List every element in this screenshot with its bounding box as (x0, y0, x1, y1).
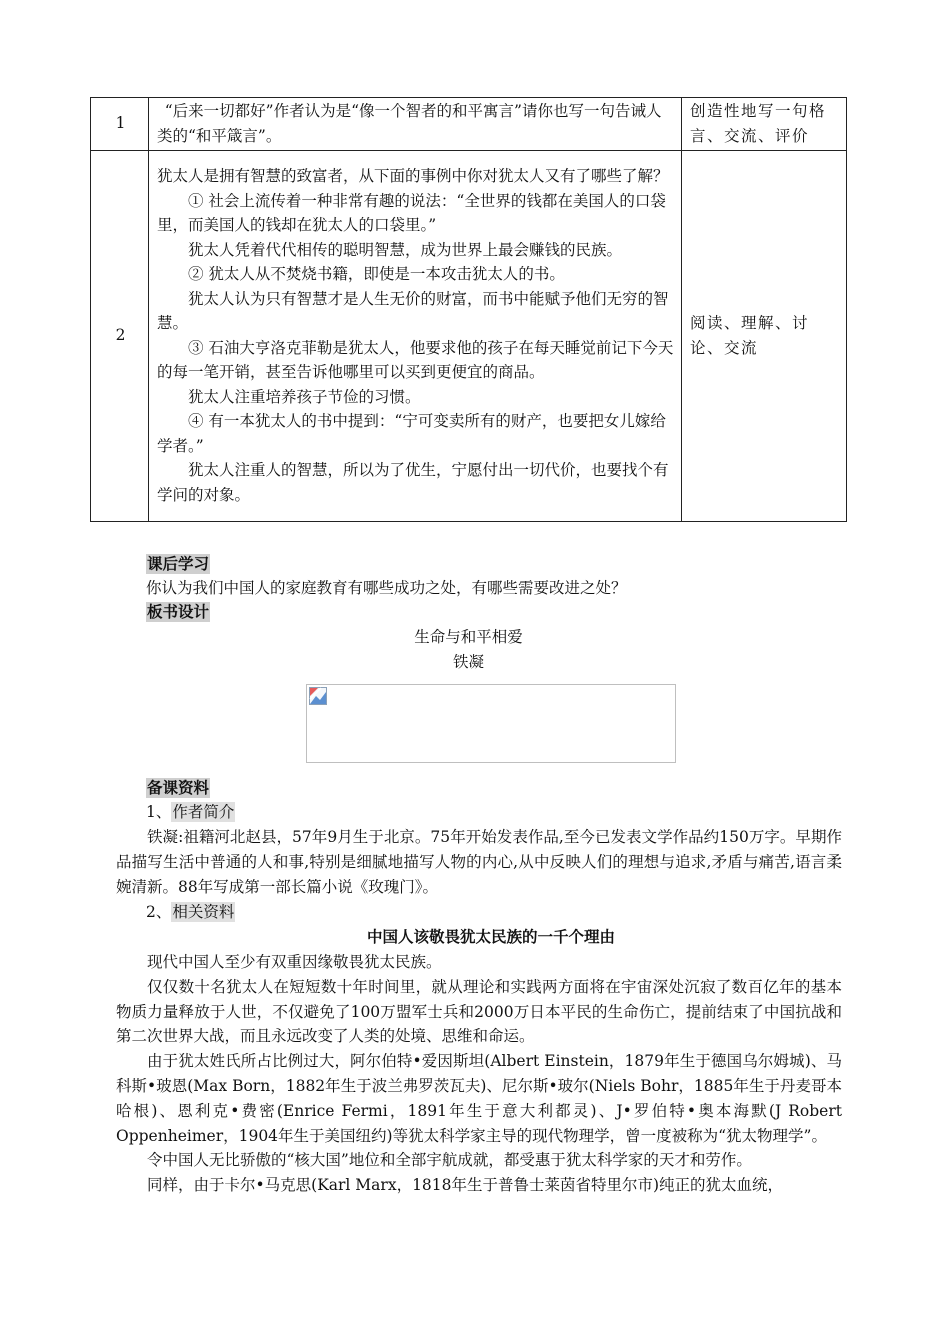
prep-heading (146, 776, 210, 801)
table-row (91, 98, 847, 151)
example-4: ④ 有一本犹太人的书中提到：“宁可变卖所有的财产，也要把女儿嫁给学者。” (157, 412, 666, 455)
method-cell: 阅读、理解、讨论、交流 (682, 151, 847, 522)
conclusion-4: 犹太人注重人的智慧，所以为了优生，宁愿付出一切代价，也要找个有学问的对象。 (157, 461, 669, 504)
example-1: ① 社会上流传着一种非常有趣的说法：“全世界的钱都在美国人的口袋里，而美国人的钱却在犹太人的口袋里。” (157, 191, 666, 234)
article-paragraph: 由于犹太姓氏所占比例过大，阿尔伯特•爱因斯坦(Albert Einstein，1879年生于德国乌尔姆城)、马科斯•玻恩(Max Born，1882年生于波兰弗罗茨瓦夫)、尼尔斯•玻尔(Niels Bohr，1885年生于丹麦哥本哈根)、恩利克•费密(Enrice Fermi，1891年生于意大利都灵)、J•罗伯特•奥本海默(J Robert Oppenheimer，1904年生于美国纽约)等犹太科学家主导的现代物理学，曾一度被称为“犹太物理学”。 (116, 1052, 842, 1145)
article-paragraph: 令中国人无比骄傲的“核大国”地位和全部宇航成就，都受惠于犹太科学家的天才和劳作。 (147, 1151, 752, 1170)
article-paragraph: 同样，由于卡尔•马克思(Karl Marx，1818年生于普鲁士莱茵省特里尔市)纯正的犹太血统， (147, 1176, 784, 1195)
board-label: 板书设计 (147, 602, 210, 621)
author-intro (116, 825, 842, 899)
conclusion-1: 犹太人凭着代代相传的聪明智慧，成为世界上最会赚钱的民族。 (188, 240, 623, 259)
section-1-heading (146, 800, 235, 825)
section-2-number: 2、 (146, 903, 172, 921)
after-class-label: 课后学习 (147, 554, 210, 573)
article-paragraph: 现代中国人至少有双重因缘敬畏犹太民族。 (147, 953, 442, 971)
task-cell (149, 151, 682, 522)
section-2-heading (146, 900, 235, 925)
task-cell (149, 98, 682, 151)
row-number: 2 (91, 151, 149, 522)
board-title: 生命与和平相爱 (414, 628, 523, 646)
section-1-number: 1、 (146, 803, 172, 821)
conclusion-3: 犹太人注重培养孩子节俭的习惯。 (188, 387, 421, 406)
example-3: ③ 石油大亨洛克菲勒是犹太人，他要求他的孩子在每天睡觉前记下今天的每一笔开销，甚至告诉他哪里可以买到更便宜的商品。 (157, 338, 674, 381)
after-class-question: 你认为我们中国人的家庭教育有哪些成功之处，有哪些需要改进之处？ (146, 579, 627, 597)
broken-image-icon (309, 687, 327, 705)
section-1-title: 作者简介 (172, 803, 235, 821)
row-number: 1 (91, 98, 149, 151)
table-row (91, 151, 847, 522)
conclusion-2: 犹太人认为只有智慧才是人生无价的财富，而书中能赋予他们无穷的智慧。 (157, 289, 669, 332)
article-body (116, 950, 842, 1198)
method-cell: 创造性地写一句格言、交流、评价 (682, 98, 847, 151)
task-intro: 犹太人是拥有智慧的致富者，从下面的事例中你对犹太人又有了哪些了解？ (157, 167, 669, 185)
board-diagram-image (306, 684, 676, 763)
activity-table (90, 97, 847, 522)
prep-label: 备课资料 (147, 778, 210, 797)
after-class-heading (146, 552, 210, 577)
section-2-title: 相关资料 (172, 903, 235, 921)
board-author: 铁凝 (452, 653, 484, 671)
author-intro-text: 铁凝:祖籍河北赵县，57年9月生于北京。75年开始发表作品,至今已发表文学作品约150万字。早期作品描写生活中普通的人和事,特别是细腻地描写人物的内心,从中反映人们的理想与追求,矛盾与痛苦,语言柔婉清新。88年写成第一部长篇小说《玫瑰门》。 (116, 828, 842, 896)
article-title: 中国人该敬畏犹太民族的一千个理由 (366, 927, 615, 946)
board-heading (146, 600, 210, 625)
example-2: ② 犹太人从不焚烧书籍，即使是一本攻击犹太人的书。 (188, 265, 565, 283)
article-paragraph: 仅仅数十名犹太人在短短数十年时间里，就从理论和实践两方面将在宇宙深处沉寂了数百亿年的基本物质力量释放于人世，不仅避免了100万盟军士兵和2000万日本平民的生命伤亡，提前结束了中国抗战和第二次世界大战，而且永远改变了人类的处境、思维和命运。 (116, 977, 842, 1046)
task-text: “后来一切都好”作者认为是“像一个智者的和平寓言”请你也写一句告诫人类的“和平箴言”。 (157, 102, 662, 145)
